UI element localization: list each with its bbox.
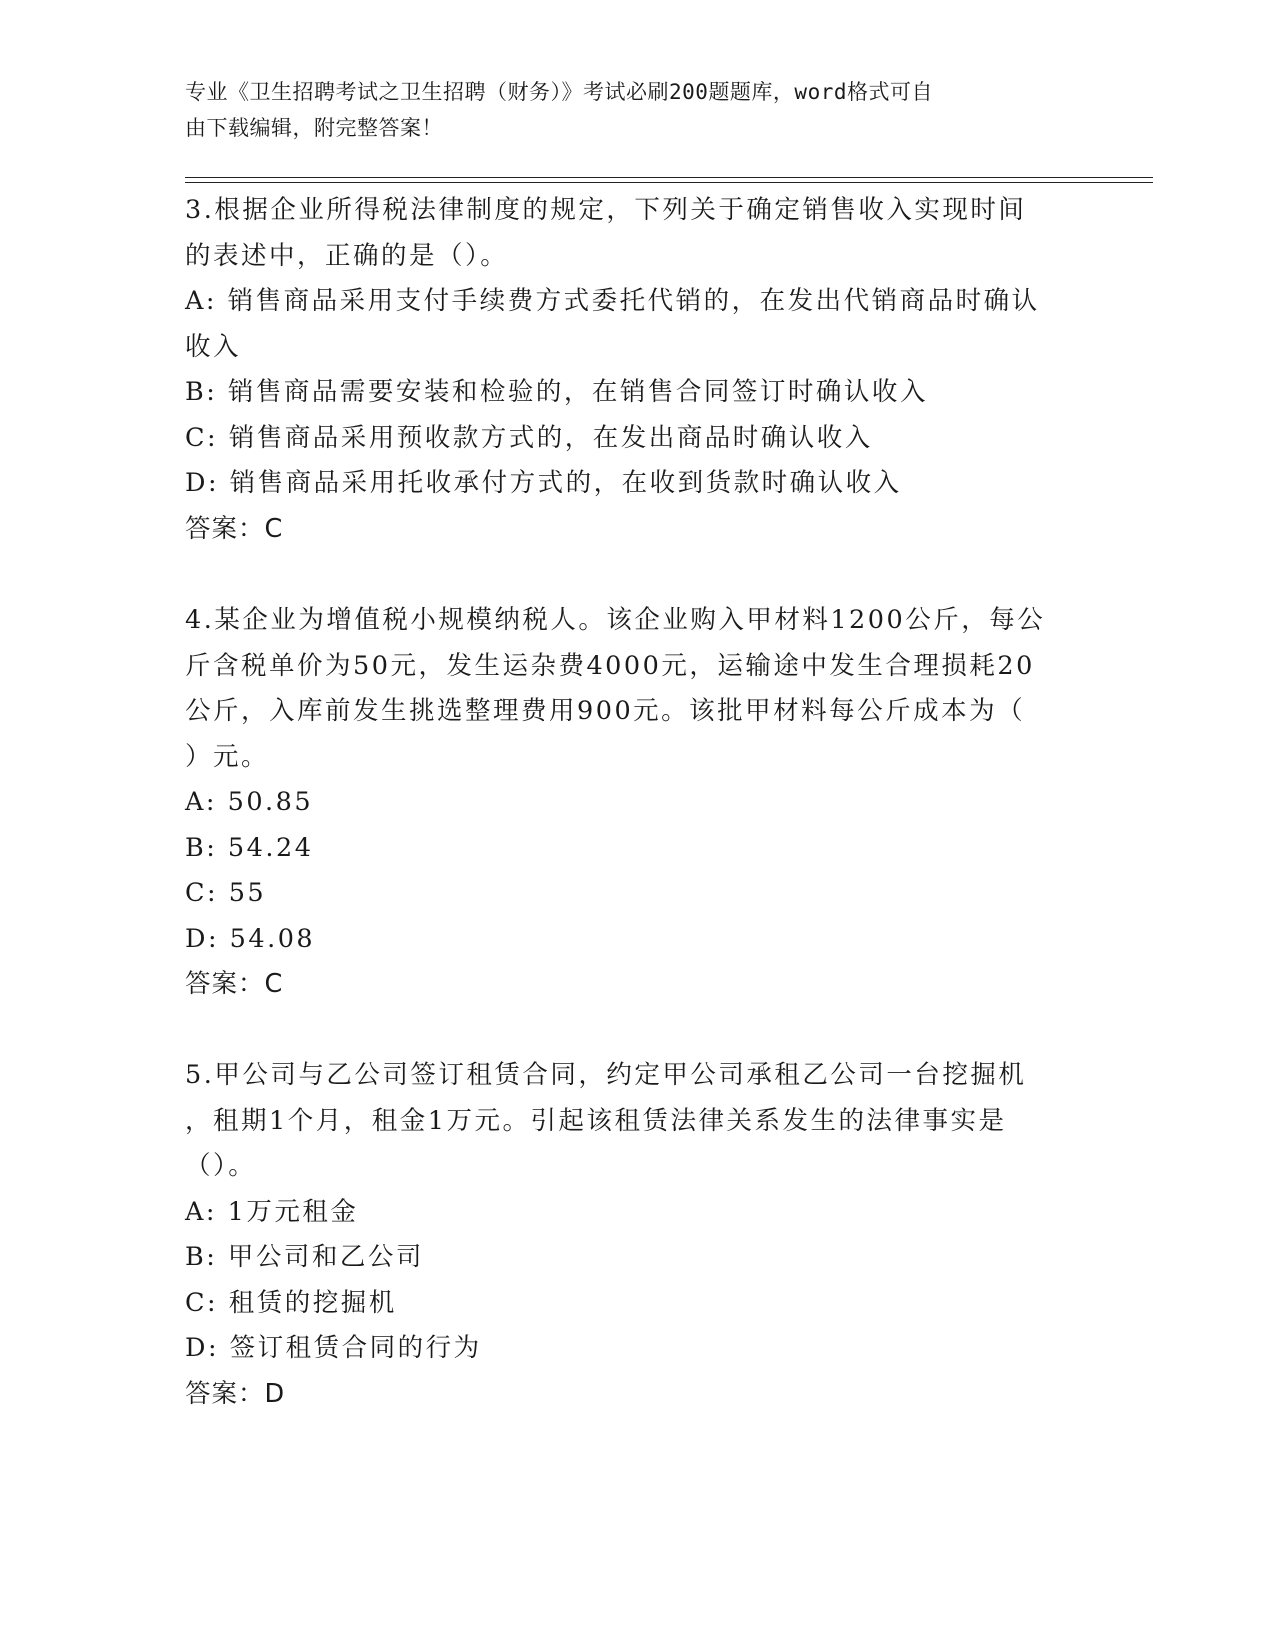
answer-label: 答案：C bbox=[185, 969, 284, 999]
option-d: D: 销售商品采用托收承付方式的，在收到货款时确认收入 bbox=[185, 468, 902, 498]
option-c: C: 销售商品采用预收款方式的，在发出商品时确认收入 bbox=[185, 422, 873, 453]
header-divider-bottom bbox=[185, 182, 1153, 183]
header-line-2: 由下载编辑，附完整答案！ bbox=[185, 116, 443, 140]
question-stem-line: （）。 bbox=[185, 1151, 257, 1181]
document-header bbox=[185, 74, 1065, 146]
option-d: D: 54.08 bbox=[185, 923, 316, 954]
question-5 bbox=[185, 1053, 1085, 1417]
header-line-1: 专业《卫生招聘考试之卫生招聘（财务）》考试必刷200题题库，word格式可自 bbox=[185, 80, 933, 104]
option-a: A: 1万元租金 bbox=[185, 1196, 359, 1227]
answer-label: 答案：D bbox=[185, 1378, 286, 1409]
question-stem-line: ，租期1个月，租金1万元。引起该租赁法律关系发生的法律事实是 bbox=[185, 1105, 1007, 1136]
option-a-continued: 收入 bbox=[185, 331, 242, 362]
option-b: B: 甲公司和乙公司 bbox=[185, 1242, 424, 1272]
option-b: B: 54.24 bbox=[185, 832, 314, 863]
question-stem-line: ）元。 bbox=[185, 741, 270, 772]
option-c: C: 租赁的挖掘机 bbox=[185, 1287, 397, 1318]
question-stem-line: 公斤，入库前发生挑选整理费用900元。该批甲材料每公斤成本为（ bbox=[185, 696, 1026, 726]
question-stem-line: 的表述中，正确的是（）。 bbox=[185, 240, 509, 271]
answer-label: 答案：C bbox=[185, 513, 284, 544]
option-a: A: 50.85 bbox=[185, 787, 314, 817]
question-4 bbox=[185, 598, 1085, 1008]
question-stem-line: 斤含税单价为50元，发生运杂费4000元，运输途中发生合理损耗20 bbox=[185, 650, 1035, 681]
question-3 bbox=[185, 188, 1085, 552]
option-a: A: 销售商品采用支付手续费方式委托代销的，在发出代销商品时确认 bbox=[185, 286, 1040, 316]
question-stem-line: 3.根据企业所得税法律制度的规定，下列关于确定销售收入实现时间 bbox=[185, 195, 1027, 225]
option-d: D: 签订租赁合同的行为 bbox=[185, 1333, 482, 1363]
header-divider-top bbox=[185, 177, 1153, 178]
option-b: B: 销售商品需要安装和检验的，在销售合同签订时确认收入 bbox=[185, 377, 928, 407]
question-stem-line: 4.某企业为增值税小规模纳税人。该企业购入甲材料1200公斤，每公 bbox=[185, 605, 1046, 635]
option-c: C: 55 bbox=[185, 878, 267, 908]
question-stem-line: 5.甲公司与乙公司签订租赁合同，约定甲公司承租乙公司一台挖掘机 bbox=[185, 1060, 1027, 1090]
